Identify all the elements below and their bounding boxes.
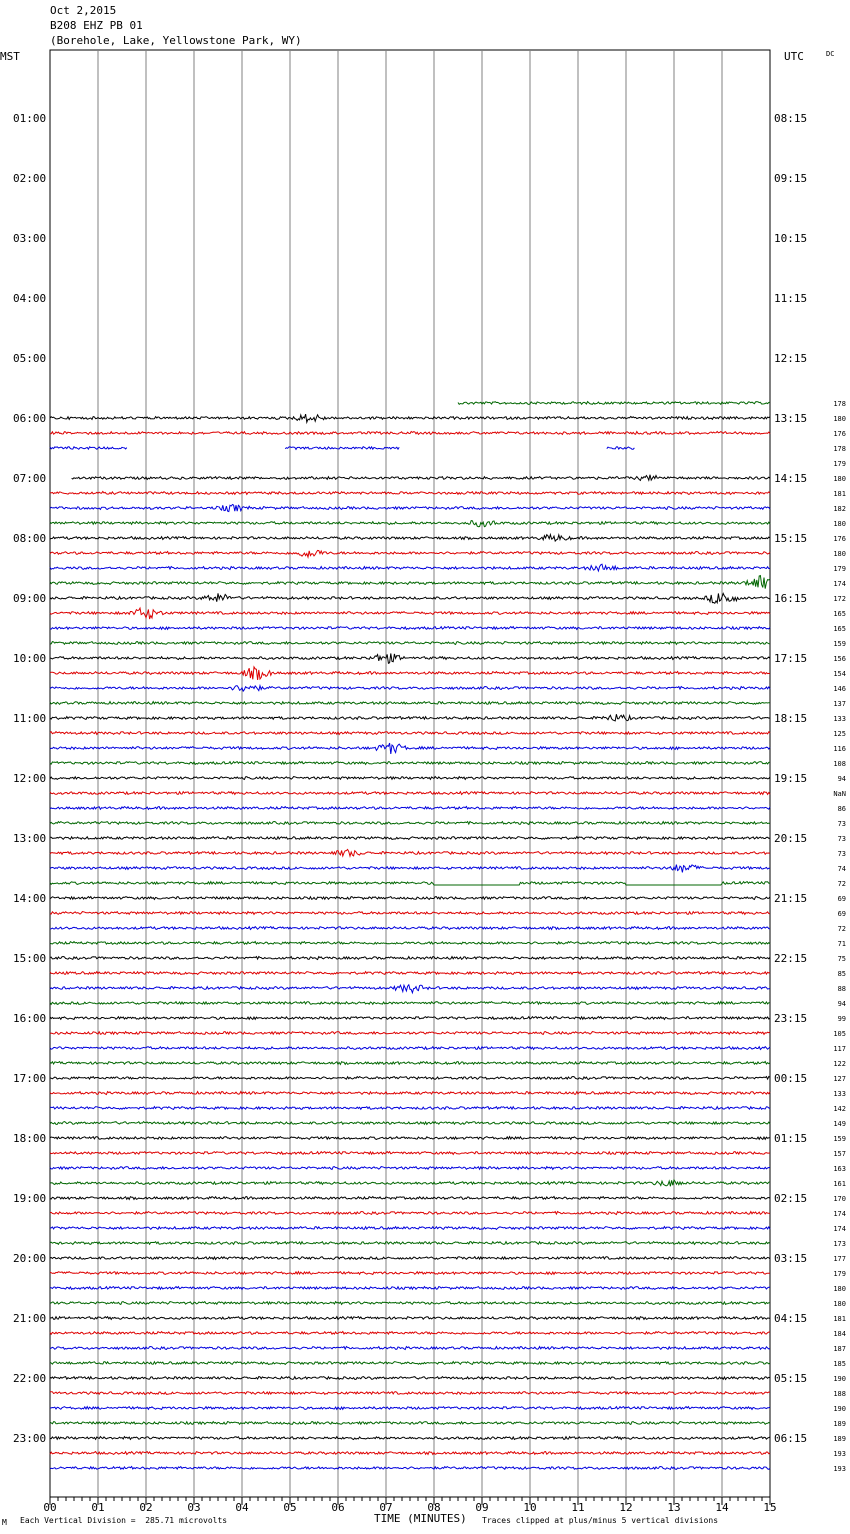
plot-frame (50, 50, 770, 1497)
trace-line (50, 414, 770, 422)
row-count-label: 71 (837, 940, 846, 948)
trace-line (50, 1467, 770, 1470)
row-count-label: 159 (833, 640, 846, 648)
row-count-label: 187 (833, 1345, 846, 1353)
row-count-label: 174 (833, 1225, 846, 1233)
row-count-label: 179 (833, 565, 846, 573)
row-count-label: 188 (833, 1390, 846, 1398)
left-hour-label: 07:00 (13, 472, 47, 485)
row-count-label: 72 (837, 880, 846, 888)
trace-line (50, 627, 770, 630)
trace-line (50, 1180, 770, 1186)
left-hour-label: 09:00 (13, 592, 47, 605)
right-hour-label: 21:15 (774, 892, 808, 905)
x-tick-label: 11 (571, 1501, 585, 1514)
trace-line (50, 849, 770, 856)
x-tick-label: 07 (379, 1501, 393, 1514)
row-count-label: 133 (833, 1090, 846, 1098)
trace-line (50, 593, 770, 603)
trace-line (50, 1047, 770, 1050)
left-hour-label: 15:00 (13, 952, 47, 965)
trace-line (50, 972, 770, 975)
trace-line (50, 897, 770, 900)
row-count-label: 193 (833, 1465, 846, 1473)
plot-date: Oct 2,2015 (50, 4, 117, 17)
row-count-label: 73 (837, 850, 846, 858)
row-count-label: 176 (833, 535, 846, 543)
trace-line (50, 535, 770, 542)
right-hour-label: 22:15 (774, 952, 808, 965)
row-count-label: 180 (833, 1285, 846, 1293)
trace-line (50, 1317, 770, 1320)
row-count-label: 184 (833, 1330, 846, 1338)
row-count-label: 163 (833, 1165, 846, 1173)
x-tick-label: 12 (619, 1501, 633, 1514)
left-hour-label: 01:00 (13, 112, 47, 125)
trace-line (50, 714, 770, 721)
trace-line (458, 402, 770, 405)
row-count-label: 189 (833, 1435, 846, 1443)
x-axis-title: TIME (MINUTES) (374, 1512, 467, 1525)
row-count-label: 69 (837, 895, 846, 903)
row-count-label: 165 (833, 625, 846, 633)
right-hour-label: 02:15 (774, 1192, 808, 1205)
row-count-label: 74 (837, 865, 846, 873)
row-count-label: 180 (833, 1300, 846, 1308)
right-hour-label: 17:15 (774, 652, 808, 665)
row-count-label: 125 (833, 730, 846, 738)
left-hour-label: 22:00 (13, 1372, 47, 1385)
row-count-label: 122 (833, 1060, 846, 1068)
trace-line (50, 1257, 770, 1260)
x-tick-label: 05 (283, 1501, 297, 1514)
trace-line (50, 642, 770, 645)
trace-line (50, 505, 770, 512)
x-tick-label: 15 (763, 1501, 777, 1514)
right-hour-label: 23:15 (774, 1012, 808, 1025)
trace-line (50, 1002, 770, 1005)
trace-line (50, 1272, 770, 1275)
trace-line (50, 1437, 770, 1440)
trace-line (50, 762, 770, 765)
row-count-label: NaN (833, 790, 846, 798)
row-count-label: 173 (833, 1240, 846, 1248)
row-count-label: 149 (833, 1120, 846, 1128)
left-hour-label: 10:00 (13, 652, 47, 665)
right-hour-label: 12:15 (774, 352, 808, 365)
trace-line (50, 743, 770, 754)
trace-line (50, 1392, 770, 1395)
trace-line (50, 985, 770, 993)
left-hour-label: 05:00 (13, 352, 47, 365)
row-count-label: 94 (837, 1000, 846, 1008)
row-count-label: 85 (837, 970, 846, 978)
trace-line (50, 1377, 770, 1380)
row-count-label: 181 (833, 1315, 846, 1323)
row-count-label: 154 (833, 670, 846, 678)
row-count-label: 182 (833, 505, 846, 513)
row-count-label: 105 (833, 1030, 846, 1038)
trace-line (50, 1092, 770, 1095)
row-count-label: 159 (833, 1135, 846, 1143)
right-zone-label: UTC (784, 50, 804, 63)
vertical-division-note: Each Vertical Division = 285.71 microvolts (20, 1516, 228, 1525)
left-hour-label: 08:00 (13, 532, 47, 545)
right-hour-label: 10:15 (774, 232, 808, 245)
row-count-label: 170 (833, 1195, 846, 1203)
row-count-label: 185 (833, 1360, 846, 1368)
row-count-label: 116 (833, 745, 846, 753)
row-count-label: 180 (833, 415, 846, 423)
left-hour-label: 11:00 (13, 712, 47, 725)
row-count-label: 190 (833, 1405, 846, 1413)
trace-line (50, 1152, 770, 1155)
row-count-label: 157 (833, 1150, 846, 1158)
left-hour-label: 18:00 (13, 1132, 47, 1145)
row-count-label: 75 (837, 955, 846, 963)
row-count-label: 180 (833, 520, 846, 528)
left-hour-label: 16:00 (13, 1012, 47, 1025)
trace-line (50, 822, 770, 825)
row-count-label: 180 (833, 475, 846, 483)
trace-line (50, 564, 770, 571)
trace-line (50, 653, 770, 663)
right-hour-label: 05:15 (774, 1372, 808, 1385)
trace-line (50, 1212, 770, 1215)
trace-line (50, 667, 770, 680)
trace-line (50, 1032, 770, 1035)
trace-line (50, 1137, 770, 1140)
row-count-label: 137 (833, 700, 846, 708)
trace-line (50, 792, 770, 795)
right-hour-label: 00:15 (774, 1072, 808, 1085)
row-count-label: 69 (837, 910, 846, 918)
trace-line (50, 492, 770, 495)
row-count-label: 86 (837, 805, 846, 813)
row-count-label: 165 (833, 610, 846, 618)
left-hour-label: 17:00 (13, 1072, 47, 1085)
row-count-label: 181 (833, 490, 846, 498)
x-tick-label: 14 (715, 1501, 729, 1514)
logo-mark: M (2, 1518, 7, 1527)
right-hour-label: 09:15 (774, 172, 808, 185)
x-tick-label: 10 (523, 1501, 537, 1514)
right-hour-label: 08:15 (774, 112, 808, 125)
x-tick-label: 08 (427, 1501, 441, 1514)
trace-line (50, 1287, 770, 1290)
trace-line (50, 702, 770, 705)
trace-line (50, 1362, 770, 1365)
trace-line (50, 1227, 770, 1230)
trace-line (50, 1332, 770, 1335)
trace-line (50, 521, 770, 527)
row-count-label: 73 (837, 820, 846, 828)
row-count-label: 108 (833, 760, 846, 768)
trace-line (50, 807, 770, 810)
trace-line (50, 1407, 770, 1410)
trace-line (50, 732, 770, 735)
row-count-label: 73 (837, 835, 846, 843)
row-count-label: 88 (837, 985, 846, 993)
row-count-label: 174 (833, 1210, 846, 1218)
left-hour-label: 19:00 (13, 1192, 47, 1205)
trace-line (50, 927, 770, 930)
trace-line (50, 1167, 770, 1170)
x-tick-label: 06 (331, 1501, 345, 1514)
x-tick-label: 01 (91, 1501, 105, 1514)
row-count-label: 177 (833, 1255, 846, 1263)
left-hour-label: 20:00 (13, 1252, 47, 1265)
right-hour-label: 20:15 (774, 832, 808, 845)
dc-label: DC (826, 50, 835, 58)
trace-line (50, 576, 770, 589)
trace-line (50, 1242, 770, 1245)
x-tick-label: 13 (667, 1501, 681, 1514)
x-tick-label: 09 (475, 1501, 489, 1514)
row-count-label: 133 (833, 715, 846, 723)
trace-line (50, 432, 770, 435)
trace-line (50, 1077, 770, 1080)
right-hour-label: 15:15 (774, 532, 808, 545)
right-hour-label: 04:15 (774, 1312, 808, 1325)
trace-line (50, 686, 770, 691)
left-hour-label: 06:00 (13, 412, 47, 425)
row-count-label: 193 (833, 1450, 846, 1458)
station-id: B208 EHZ PB 01 (50, 19, 143, 32)
left-zone-label: MST (0, 50, 20, 63)
row-count-label: 179 (833, 1270, 846, 1278)
row-count-label: 142 (833, 1105, 846, 1113)
trace-line (50, 1062, 770, 1065)
left-hour-label: 02:00 (13, 172, 47, 185)
left-hour-label: 12:00 (13, 772, 47, 785)
trace-line (50, 1302, 770, 1305)
right-hour-label: 14:15 (774, 472, 808, 485)
row-count-label: 72 (837, 925, 846, 933)
trace-line (50, 882, 770, 885)
right-hour-label: 11:15 (774, 292, 808, 305)
trace-line (50, 1107, 770, 1110)
row-count-label: 161 (833, 1180, 846, 1188)
trace-line (50, 1422, 770, 1425)
right-hour-label: 19:15 (774, 772, 808, 785)
row-count-label: 146 (833, 685, 846, 693)
trace-line (50, 1197, 770, 1200)
trace-line (50, 1452, 770, 1455)
left-hour-label: 13:00 (13, 832, 47, 845)
trace-line (50, 1122, 770, 1125)
row-count-label: 176 (833, 430, 846, 438)
row-count-label: 174 (833, 580, 846, 588)
row-count-label: 189 (833, 1420, 846, 1428)
right-hour-label: 01:15 (774, 1132, 808, 1145)
trace-line (50, 1347, 770, 1350)
x-tick-label: 02 (139, 1501, 153, 1514)
right-hour-label: 16:15 (774, 592, 808, 605)
left-hour-label: 21:00 (13, 1312, 47, 1325)
right-hour-label: 13:15 (774, 412, 808, 425)
trace-line (50, 912, 770, 915)
row-count-label: 127 (833, 1075, 846, 1083)
trace-line (72, 475, 770, 481)
trace-line (50, 865, 770, 873)
row-count-label: 172 (833, 595, 846, 603)
trace-line (50, 942, 770, 945)
row-count-label: 178 (833, 445, 846, 453)
row-count-label: 178 (833, 400, 846, 408)
row-count-label: 190 (833, 1375, 846, 1383)
x-tick-label: 00 (43, 1501, 57, 1514)
trace-line (50, 447, 770, 450)
row-count-label: 94 (837, 775, 846, 783)
left-hour-label: 14:00 (13, 892, 47, 905)
left-hour-label: 23:00 (13, 1432, 47, 1445)
row-count-label: 180 (833, 550, 846, 558)
trace-line (50, 608, 770, 619)
row-count-label: 156 (833, 655, 846, 663)
trace-line (50, 550, 770, 557)
left-hour-label: 03:00 (13, 232, 47, 245)
x-tick-label: 03 (187, 1501, 201, 1514)
row-count-label: 179 (833, 460, 846, 468)
row-count-label: 99 (837, 1015, 846, 1023)
row-count-label: 117 (833, 1045, 846, 1053)
trace-line (50, 777, 770, 780)
x-tick-label: 04 (235, 1501, 249, 1514)
right-hour-label: 18:15 (774, 712, 808, 725)
trace-line (50, 957, 770, 960)
trace-line (50, 837, 770, 840)
right-hour-label: 03:15 (774, 1252, 808, 1265)
left-hour-label: 04:00 (13, 292, 47, 305)
clip-note: Traces clipped at plus/minus 5 vertical divisions (482, 1516, 719, 1525)
trace-line (50, 1017, 770, 1020)
station-location: (Borehole, Lake, Yellowstone Park, WY) (50, 34, 302, 47)
right-hour-label: 06:15 (774, 1432, 808, 1445)
